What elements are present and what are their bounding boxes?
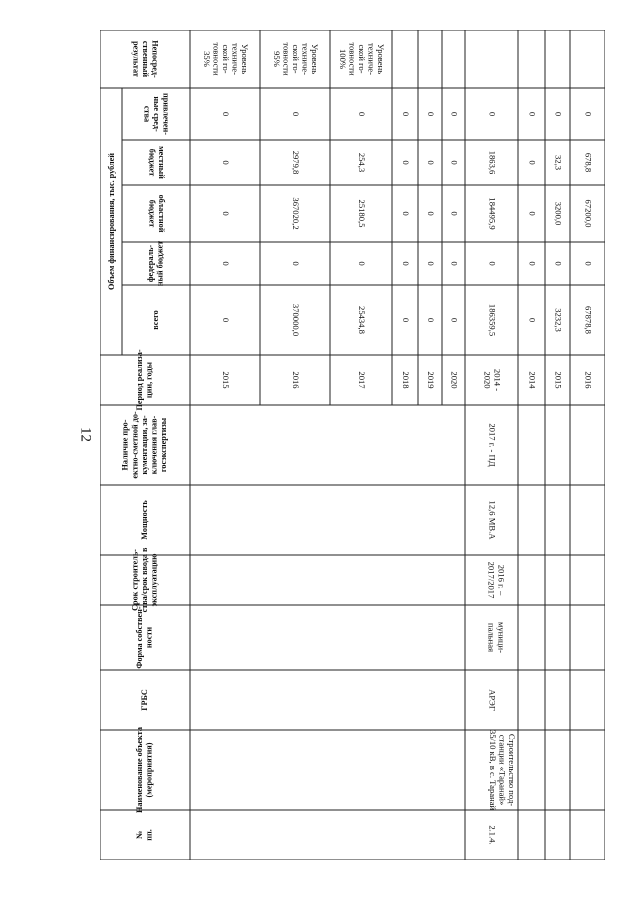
cell-total: 25434,8 [357, 306, 368, 334]
cell-regional: 367020,2 [291, 197, 302, 230]
cell-regional: 0 [401, 211, 412, 216]
cell-total: 0 [401, 317, 412, 323]
cell-total: 0 [527, 317, 538, 323]
cell-attracted: 0 [487, 111, 498, 117]
page-number: 12 [77, 427, 94, 442]
cell-period: 2016 [583, 371, 594, 389]
cell-total: 370000,0 [291, 303, 302, 337]
cell-period: 2014 -2020 [482, 368, 503, 392]
cell-regional: 0 [426, 211, 437, 216]
cell-period: 2015 [221, 371, 232, 389]
cell-federal: 0 [426, 261, 437, 266]
header-num: №пп. [135, 829, 154, 841]
cell-total: 0 [449, 317, 460, 323]
cell-local: 1863,6 [487, 150, 498, 175]
cell-federal: 0 [357, 261, 368, 266]
cell-name: Строительство под-станции «Таранай»35/10 кВ, в с. Таранай [487, 729, 518, 811]
cell-attracted: 0 [553, 111, 564, 117]
cell-attracted: 0 [449, 111, 460, 117]
cell-period: 2018 [401, 371, 412, 389]
header-name: Наименование объекта(мероприятия) [135, 727, 154, 813]
cell-local: 0 [221, 160, 232, 165]
header-federal: федераль-ный бюджет [146, 240, 165, 287]
cell-local: 32,3 [553, 154, 564, 171]
header-grbs: ГРБС [139, 689, 149, 711]
cell-num: 2.1.4. [487, 825, 498, 845]
cell-total: 186359,5 [487, 303, 498, 337]
cell-local: 0 [449, 160, 460, 165]
cell-federal: 0 [449, 261, 460, 266]
cell-federal: 0 [487, 261, 498, 266]
cell-total: 0 [426, 317, 437, 323]
header-design-docs: Наличие про-ектно-сметной до-кументации, за-ключения глав-госэкспертизы [120, 411, 169, 479]
header-construction: Срок строитель-ства/срок ввода вэксплуатацию [130, 547, 159, 613]
cell-result: Уровеньтехниче-ской го-товности100% [337, 42, 387, 76]
cell-result: Уровеньтехниче-ской го-товности95% [271, 42, 321, 76]
cell-federal: 0 [221, 261, 232, 266]
header-result: Непосред-ственныйрезультат [131, 40, 160, 78]
header-attracted: привлечен-ные сред-ства [142, 92, 171, 136]
cell-regional: 0 [221, 211, 232, 216]
cell-total: 67878,8 [583, 306, 594, 334]
cell-total: 0 [221, 317, 232, 323]
cell-local: 0 [426, 160, 437, 165]
cell-total: 3232,3 [553, 308, 564, 332]
header-capacity: Мощность [139, 500, 149, 540]
funding-table [100, 30, 605, 860]
cell-attracted: 0 [221, 111, 232, 117]
cell-attracted: 0 [527, 111, 538, 117]
cell-design-docs: 2017 г. - ПД [487, 423, 498, 467]
cell-ownership: муници-пальная [486, 622, 507, 653]
cell-federal: 0 [291, 261, 302, 266]
cell-period: 2019 [426, 371, 437, 389]
cell-local: 254,3 [357, 152, 368, 173]
cell-federal: 0 [527, 261, 538, 266]
cell-regional: 67200,0 [583, 199, 594, 228]
cell-local: 0 [527, 160, 538, 165]
cell-period: 2017 [357, 371, 368, 389]
cell-attracted: 0 [583, 111, 594, 117]
cell-result: Уровеньтехниче-ской го-товности35% [201, 42, 251, 76]
cell-regional: 0 [527, 211, 538, 216]
cell-period: 2020 [449, 371, 460, 389]
cell-federal: 0 [553, 261, 564, 266]
cell-period: 2016 [291, 371, 302, 389]
cell-construction: 2016 г. –2017/2017 [486, 561, 507, 599]
cell-attracted: 0 [357, 111, 368, 117]
table-grid [100, 30, 605, 860]
cell-federal: 0 [401, 261, 412, 266]
cell-attracted: 0 [426, 111, 437, 117]
header-ownership: Форма собствен-ности [135, 606, 154, 669]
cell-regional: 0 [449, 211, 460, 216]
cell-period: 2015 [553, 371, 564, 389]
cell-local: 0 [401, 160, 412, 165]
header-period: Период реализа-ции, годы [135, 349, 154, 411]
cell-attracted: 0 [291, 111, 302, 117]
cell-regional: 3200,0 [553, 201, 564, 226]
cell-period: 2014 [527, 371, 538, 389]
cell-capacity: 12,6 МВ.А [487, 500, 498, 540]
header-local: местныйбюджет [147, 146, 166, 179]
cell-attracted: 0 [401, 111, 412, 117]
cell-regional: 25180,5 [357, 199, 368, 228]
header-funding-group: Объем финансирования, тыс. рублей [106, 153, 116, 290]
header-total: всего [150, 310, 160, 330]
cell-local: 2979,8 [291, 150, 302, 175]
cell-federal: 0 [583, 261, 594, 266]
cell-local: 678,8 [583, 152, 594, 173]
header-regional: областнойбюджет [147, 194, 166, 233]
cell-grbs: АРЭГ [487, 689, 498, 711]
cell-regional: 184495,9 [487, 197, 498, 230]
